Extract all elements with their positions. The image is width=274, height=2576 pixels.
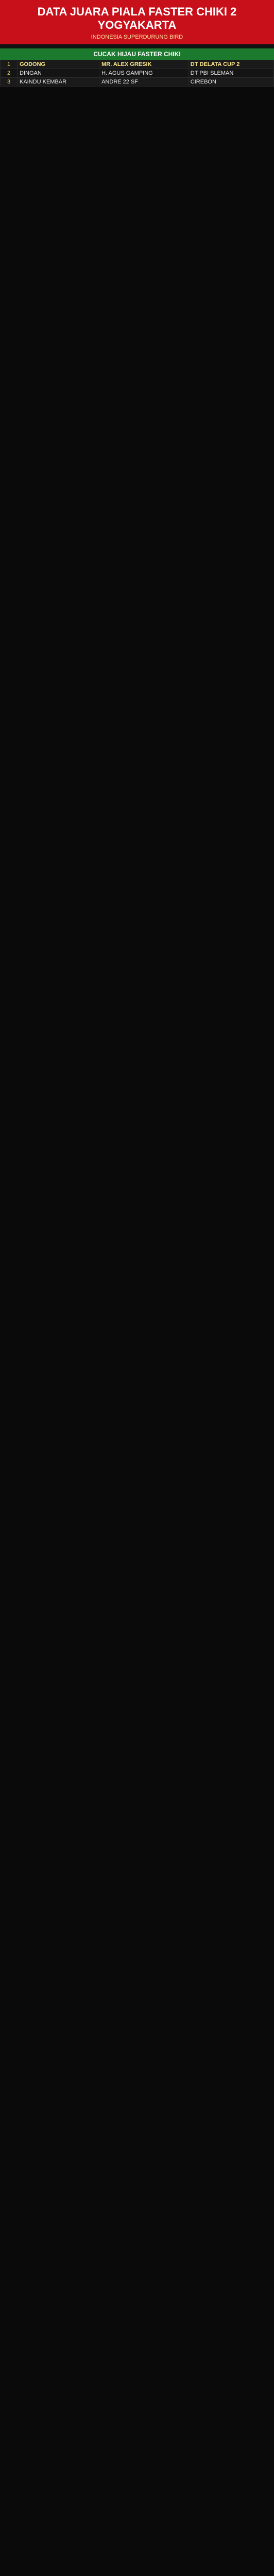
rank-cell: 3 <box>1 78 18 87</box>
bird-name-cell: DINGAN <box>18 69 99 78</box>
results-table <box>0 60 274 87</box>
page <box>0 0 274 87</box>
owner-cell: MR. ALEX GRESIK <box>99 60 189 69</box>
category-block <box>0 48 274 87</box>
rank-cell: 1 <box>1 60 18 69</box>
club-cell: DT PBI SLEMAN <box>188 69 273 78</box>
page-title: DATA JUARA PIALA FASTER CHIKI 2 YOGYAKARTA <box>0 0 274 34</box>
table-row <box>1 69 274 78</box>
bird-name-cell: KAINDU KEMBAR <box>18 78 99 87</box>
owner-cell: ANDRE 22 SF <box>99 78 189 87</box>
table-row <box>1 60 274 69</box>
owner-cell: H. AGUS GAMPING <box>99 69 189 78</box>
page-subtitle: INDONESIA SUPERDURUNG BIRD <box>0 34 274 44</box>
club-cell: CIREBON <box>188 78 273 87</box>
category-title: CUCAK HIJAU FASTER CHIKI <box>0 48 274 60</box>
rank-cell: 2 <box>1 69 18 78</box>
club-cell: DT DELATA CUP 2 <box>188 60 273 69</box>
results-list <box>0 48 274 87</box>
table-row <box>1 78 274 87</box>
bird-name-cell: GODONG <box>18 60 99 69</box>
